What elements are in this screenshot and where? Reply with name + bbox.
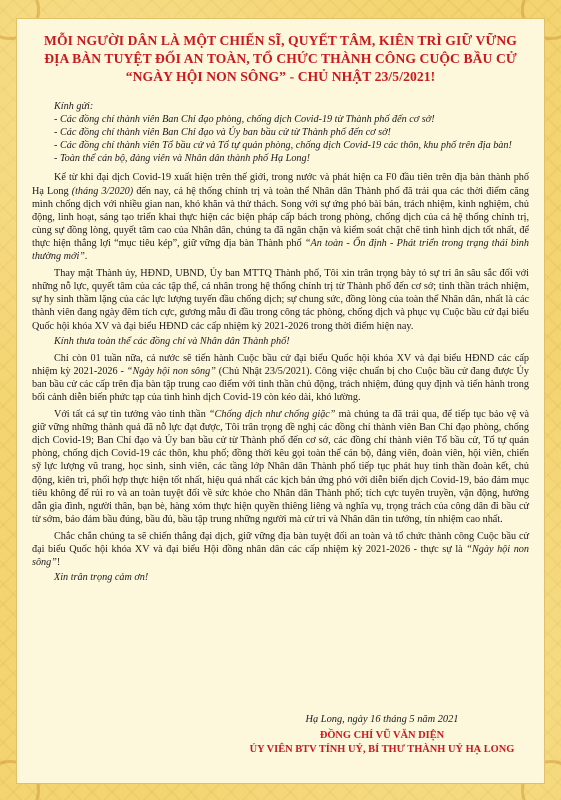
signature-date: Hạ Long, ngày 16 tháng 5 năm 2021	[305, 714, 459, 725]
paragraph	[32, 408, 529, 526]
salutation-item-text: - Các đồng chí thành viên Tổ bầu cử và Tổ tự quản phòng, chống dịch Covid-19 các thôn, khu phố trên địa bàn!	[54, 140, 512, 152]
paragraph-emphasis: “Chống dịch như chống giặc”	[208, 409, 336, 421]
salutation	[32, 100, 529, 165]
salutation-item: - Các đồng chí thành viên Ban Chỉ đạo phòng, chống dịch Covid-19 từ Thành phố đến cơ sở!	[54, 114, 435, 126]
paragraph: Thay mặt Thành ủy, HĐND, UBND, Ủy ban MTTQ Thành phố, Tôi xin trân trọng bày tỏ sự tri ân sâu sắc đối với những nỗ lực, quyết tâm của các tập thể, cá nhân trong hệ thống chính trị từ Thành phố đến cơ sở; tinh thần trách nhiệm, sự hy sinh thầm lặng của các lực lượng tuyến đầu chống dịch; sự chung sức, đồng lòng của toàn thể Nhân dân, nhất là các thành viên đang ngày đêm tích cực, gương mẫu đi đầu trong công tác phòng, chống dịch và phục vụ Cuộc bầu cử đại biểu Quốc hội khóa XV và đại biểu HĐND các cấp nhiệm kỳ 2021-2026 trong thời điểm hiện nay.	[32, 268, 529, 332]
paragraph-text: mà chúng ta đã trải qua, để tiếp tục bảo vệ và giữ vững những thành quả đã nỗ lực đạt được, Tôi trân trọng đề nghị các đồng chí thành viên Ban Chỉ đạo phòng, chống dịch Covid-19; Ban Chỉ đạo và Ủy ban bầu cử từ Thành phố đến cơ sở, các đồng chí thành viên Tổ bầu cử, Tổ tự quản phòng, chống dịch Covid-19 các thôn, khu phố; đồng thời kêu gọi toàn thể cán bộ, đảng viên, đoàn viên, hội viên, chiến sỹ lực lượng vũ trang, học sinh, sinh viên, các tầng lớp Nhân dân Thành phố tiếp tục phát huy tinh thần đoàn kết, chủ động, kiên trì, phối hợp thực hiện tốt nhất, hiệu quả nhất các kịch bản ứng phó với diễn biến dịch Covid-19, bảo đảm mục tiêu không để rủi ro và an toàn tuyệt đối về sức khỏe cho Nhân dân Thành phố; tích cực tuyên truyền, vận động, hướng dẫn gia đình, người thân, bạn bè, hàng xóm thực hiện quyền thiêng liêng và nghĩa vụ, trọng trách của công dân đi bầu cử từ sớm, bảo đảm bầu đúng, bầu đủ, bầu tập trung những người mà cử tri và Nhân dân tin tưởng, tín nhiệm cao nhất.	[32, 409, 529, 525]
paragraph-emphasis: “Ngày hội non sông”	[32, 544, 529, 569]
paragraph-emphasis: “Ngày hội non sông”	[126, 365, 216, 377]
signature-name: ĐỒNG CHÍ VŨ VĂN DIỆN	[319, 730, 445, 741]
paragraph-text: Với tất cả sự tin tưởng vào tinh thần	[54, 409, 209, 421]
paragraph	[32, 171, 529, 263]
paragraph-text: Chắc chắn chúng ta sẽ chiến thắng đại dịch, giữ vững địa bàn tuyệt đối an toàn và tổ chức thành công Cuộc bầu cử đại biểu Quốc hội khóa XV và đại biểu Hội đồng nhân dân các cấp nhiệm kỳ 2021-2026 - thực sự là	[32, 530, 529, 555]
salutation-heading: Kính gửi:	[54, 101, 94, 112]
paragraph-text: (Chủ Nhật 23/5/2021). Công việc chuẩn bị cho Cuộc bầu cử đang được Ủy ban bầu cử các cấp trên địa bàn tập trung cao điểm với tinh thần chủ động, trách nhiệm, đúng quy định và tiến hành trong bối cảnh diễn biến phức tạp của tình hình dịch Covid-19 còn kéo dài, khó lường.	[32, 365, 529, 403]
paragraph-text: đến nay, cả hệ thống chính trị và toàn thể Nhân dân Thành phố đã trải qua các thời điểm căng mình chống dịch với nhiều gian nan, khó khăn và thử thách. Song với sự ứng phó bài bản, trách nhiệm, kinh nghiệm, chủ động, linh hoạt, sáng tạo triển khai thực hiện các biện pháp cấp bách trong phòng, chống dịch của cả hệ thống chính trị, cùng sự đồng lòng, quyết tâm cao của Nhân dân, chúng ta đã ngăn chặn và kiểm soát chặt chẽ tình hình dịch tốt nhất, để thực hiện thắng lợi “mục tiêu kép”, giữ vững địa bàn Thành phố	[32, 185, 529, 249]
paragraph-emphasis: (tháng 3/2020)	[71, 185, 134, 197]
salutation-item: - Các đồng chí thành viên Ban Chỉ đạo và Ủy ban bầu cử từ Thành phố đến cơ sở!	[54, 127, 391, 139]
letter-title	[32, 32, 529, 86]
paragraph-text: Kể từ khi đại dịch Covid-19 xuất hiện trên thế giới, trong nước và phát hiện ca F0 đầu tiên trên địa bàn thành phố Hạ Long	[32, 172, 529, 197]
paragraph-text: Chỉ còn 01 tuần nữa, cả nước sẽ tiến hành Cuộc bầu cử đại biểu Quốc hội khóa XV và đại biểu HĐND các cấp nhiệm kỳ 2021-2026 -	[32, 352, 529, 377]
title-line: “NGÀY HỘI NON SÔNG” - CHỦ NHẬT 23/5/2021!	[125, 69, 436, 84]
signature-role: ỦY VIÊN BTV TỈNH UỶ, BÍ THƯ THÀNH UỶ HẠ LONG	[249, 744, 515, 755]
title-line: MỖI NGƯỜI DÂN LÀ MỘT CHIẾN SĨ, QUYẾT TÂM, KIÊN TRÌ GIỮ VỮNG	[44, 33, 517, 48]
paragraph-emphasis: “An toàn - Ổn định - Phát triển trong trạng thái bình thường mới”.	[32, 237, 529, 263]
salutation-item: - Toàn thể cán bộ, đảng viên và Nhân dân thành phố Hạ Long!	[54, 153, 310, 165]
address-line: Kính thưa toàn thể các đồng chí và Nhân dân Thành phố!	[54, 335, 290, 347]
paragraph	[32, 352, 529, 404]
closing-thanks: Xin trân trọng cảm ơn!	[54, 572, 149, 584]
letter-content	[32, 32, 529, 755]
title-line: ĐỊA BÀN TUYỆT ĐỐI AN TOÀN, TỔ CHỨC THÀNH CÔNG CUỘC BẦU CỬ	[44, 51, 517, 66]
paragraph	[32, 530, 529, 569]
salutation-item	[32, 139, 529, 152]
paragraph-text: !	[56, 557, 61, 569]
